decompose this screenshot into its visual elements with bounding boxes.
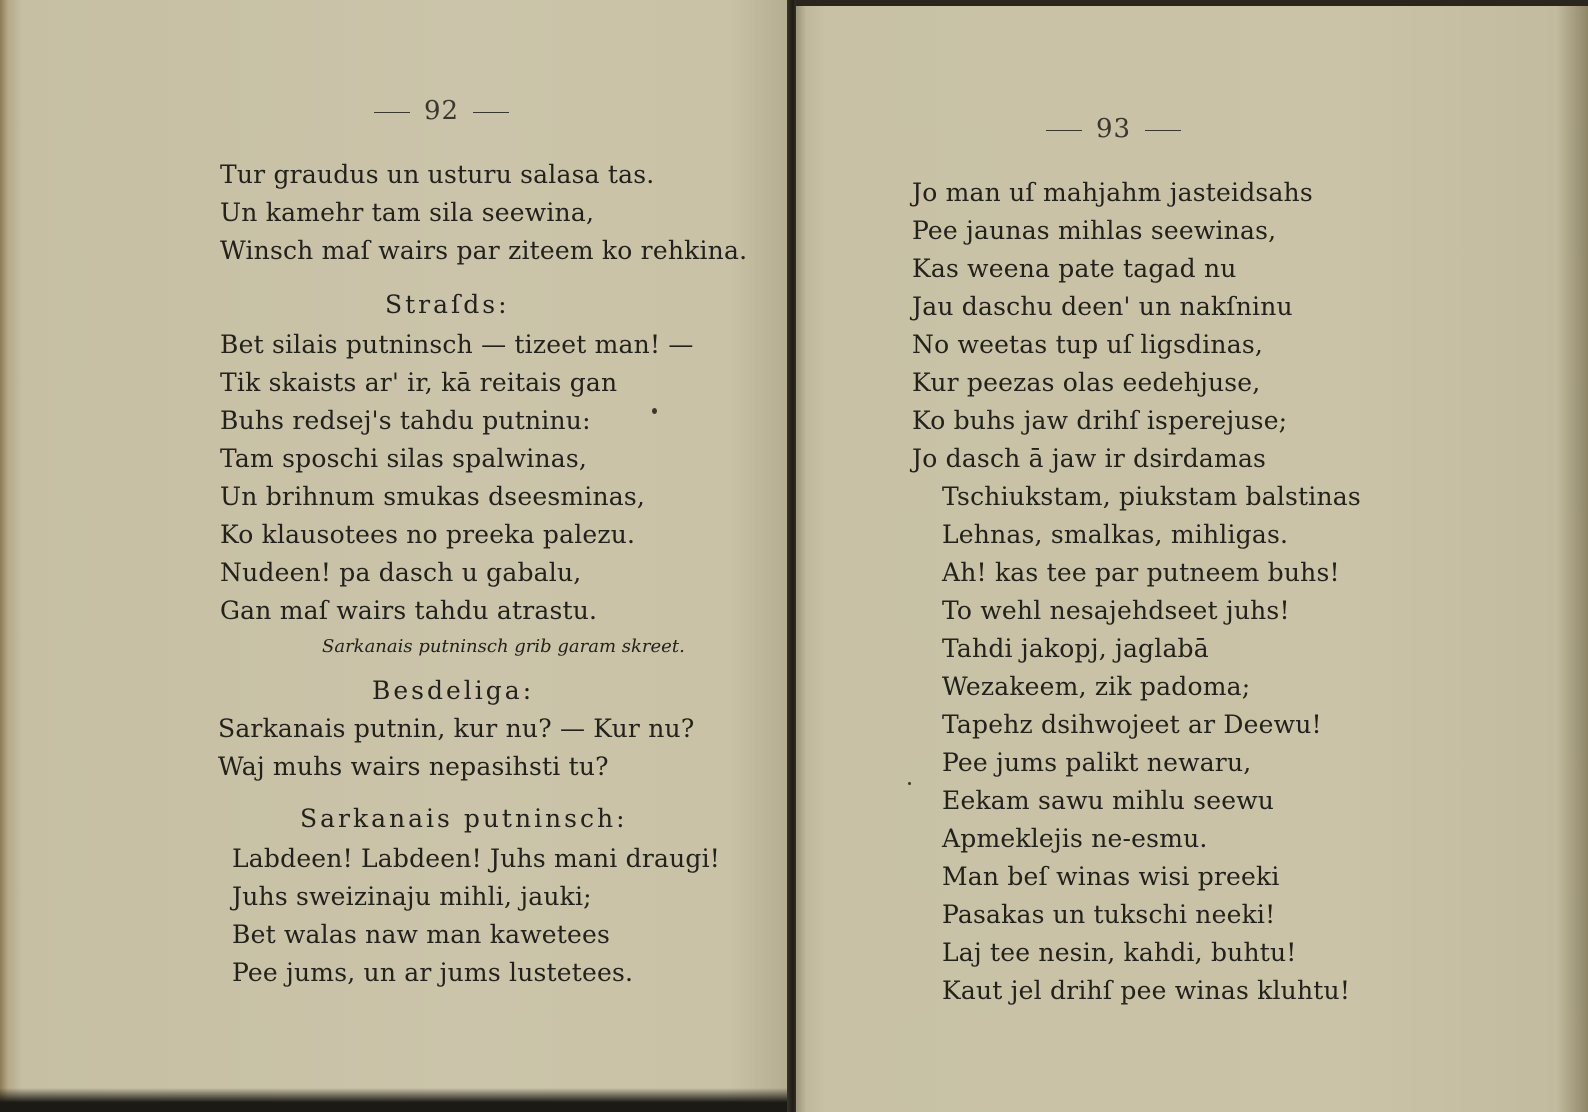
verse-line: Pee jaunas mihlas seewinas, bbox=[912, 216, 1277, 245]
verse-line: Apmeklejis ne-esmu. bbox=[942, 824, 1208, 853]
verse-line: Sarkanais putnin, kur nu? — Kur nu? bbox=[218, 714, 695, 743]
verse-line: Tschiukstam, piukstam balstinas bbox=[942, 482, 1361, 511]
page-number-right: 93 bbox=[1032, 114, 1195, 144]
speaker-heading: Besdeliga: bbox=[372, 676, 535, 705]
right-page bbox=[796, 0, 1588, 1112]
verse-line: Winsch maſ wairs par ziteem ko rehkina. bbox=[220, 236, 748, 265]
verse-line: To wehl nesajehdseet juhs! bbox=[942, 596, 1290, 625]
verse-line: Jo man uſ mahjahm jasteidsahs bbox=[912, 178, 1313, 207]
verse-line: Tur graudus un usturu salasa tas. bbox=[220, 160, 655, 189]
verse-line: Tik skaists ar' ir, kā reitais gan bbox=[220, 368, 618, 397]
verse-line: Wezakeem, zik padoma; bbox=[942, 672, 1251, 701]
left-page bbox=[0, 0, 793, 1112]
verse-line: Tahdi jakopj, jaglabā bbox=[942, 634, 1209, 663]
verse-line: Ah! kas tee par putneem buhs! bbox=[942, 558, 1340, 587]
verse-line: Pee jums, un ar jums lustetees. bbox=[232, 958, 634, 987]
verse-line: Un brihnum smukas dseesminas, bbox=[220, 482, 646, 511]
verse-line: Waj muhs wairs nepasihsti tu? bbox=[218, 752, 609, 781]
verse-line: Kaut jel drihſ pee winas kluhtu! bbox=[942, 976, 1351, 1005]
verse-line: Laj tee nesin, kahdi, buhtu! bbox=[942, 938, 1297, 967]
verse-line: Labdeen! Labdeen! Juhs mani draugi! bbox=[232, 844, 721, 873]
ornament-rule bbox=[1046, 130, 1082, 131]
ornament-rule bbox=[1145, 130, 1181, 131]
ornament-rule bbox=[374, 112, 410, 113]
ornament-rule bbox=[473, 112, 509, 113]
verse-line: Kur peezas olas eedehjuse, bbox=[912, 368, 1261, 397]
verse-line: Ko buhs jaw drihſ isperejuse; bbox=[912, 406, 1288, 435]
stage-direction: Sarkanais putninsch grib garam skreet. bbox=[322, 636, 685, 657]
verse-line: Un kamehr tam sila seewina, bbox=[220, 198, 595, 227]
page-number-left: 92 bbox=[360, 96, 523, 126]
verse-line: Buhs redsej's tahdu putninu: bbox=[220, 406, 591, 435]
verse-line: Kas weena pate tagad nu bbox=[912, 254, 1237, 283]
verse-line: Pasakas un tukschi neeki! bbox=[942, 900, 1276, 929]
verse-line: Bet walas naw man kawetees bbox=[232, 920, 611, 949]
speaker-heading: Sarkanais putninsch: bbox=[300, 804, 628, 833]
verse-line: Bet silais putninsch — tizeet man! — bbox=[220, 330, 694, 359]
speaker-heading: Straſds: bbox=[385, 290, 510, 319]
verse-line: Jau daschu deen' un nakſninu bbox=[912, 292, 1293, 321]
verse-line: No weetas tup uſ ligsdinas, bbox=[912, 330, 1263, 359]
verse-line: Ko klausotees no preeka palezu. bbox=[220, 520, 636, 549]
verse-line: Juhs sweizinaju mihli, jauki; bbox=[232, 882, 592, 911]
verse-line: Tapehz dsihwojeet ar Deewu! bbox=[942, 710, 1322, 739]
verse-line: Man beſ winas wisi preeki bbox=[942, 862, 1280, 891]
verse-line: Gan maſ wairs tahdu atrastu. bbox=[220, 596, 598, 625]
verse-line: Nudeen! pa dasch u gabalu, bbox=[220, 558, 582, 587]
verse-line: Pee jums palikt newaru, bbox=[942, 748, 1252, 777]
verse-line: Jo dasch ā jaw ir dsirdamas bbox=[912, 444, 1267, 473]
paper-speck bbox=[908, 782, 911, 785]
verse-line: Tam sposchi silas spalwinas, bbox=[220, 444, 588, 473]
verse-line: Lehnas, smalkas, mihligas. bbox=[942, 520, 1289, 549]
paper-speck bbox=[652, 408, 657, 414]
verse-line: Eekam sawu mihlu seewu bbox=[942, 786, 1275, 815]
